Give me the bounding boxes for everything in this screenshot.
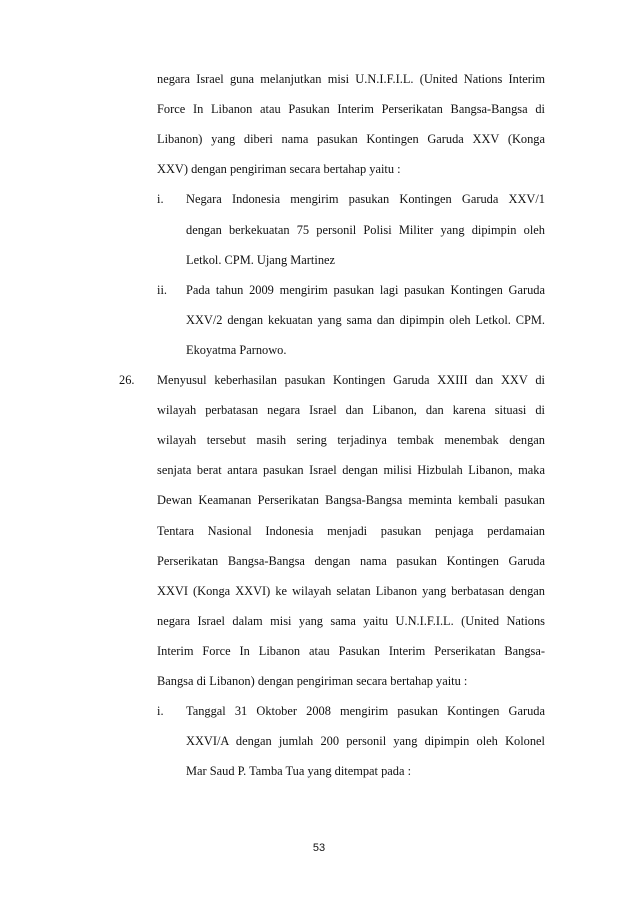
list-marker: 26. [119, 373, 135, 387]
item-line: wilayah perbatasan negara Israel dan Libanon, dan karena situasi di [157, 403, 545, 418]
item-line: Menyusul keberhasilan pasukan Kontingen Garuda XXIII dan XXV di [157, 373, 545, 387]
list-marker: i. [157, 192, 164, 207]
item-line: Bangsa di Libanon) dengan pengiriman secara bertahap yaitu : [157, 674, 468, 688]
list-marker: i. [157, 704, 164, 719]
subitem-line: dengan berkekuatan 75 personil Polisi Militer yang dipimpin oleh [186, 222, 545, 237]
subitem-line: Ekoyatma Parnowo. [186, 342, 287, 357]
item-line: Tentara Nasional Indonesia menjadi pasukan penjaga perdamaian [157, 523, 545, 538]
subitem-line: Tanggal 31 Oktober 2008 mengirim pasukan Kontingen Garuda [186, 704, 545, 719]
paragraph-line: XXV) dengan pengiriman secara bertahap yaitu : [157, 162, 401, 177]
item-line: senjata berat antara pasukan Israel dengan milisi Hizbulah Libanon, maka [157, 463, 545, 478]
list-marker: ii. [157, 282, 167, 297]
paragraph-line: negara Israel guna melanjutkan misi U.N.I.F.I.L. (United Nations Interim [157, 72, 545, 86]
subitem-line: Mar Saud P. Tamba Tua yang ditempat pada : [186, 764, 412, 779]
paragraph-line: Force In Libanon atau Pasukan Interim Perserikatan Bangsa-Bangsa di [157, 102, 545, 117]
item-line: XXVI (Konga XXVI) ke wilayah selatan Libanon yang berbatasan dengan [157, 583, 545, 598]
subitem-line: XXV/2 dengan kekuatan yang sama dan dipimpin oleh Letkol. CPM. [186, 312, 545, 327]
paragraph-line: Libanon) yang diberi nama pasukan Kontingen Garuda XXV (Konga [157, 132, 545, 147]
item-line: Dewan Keamanan Perserikatan Bangsa-Bangsa meminta kembali pasukan [157, 493, 545, 508]
subitem-line: XXVI/A dengan jumlah 200 personil yang dipimpin oleh Kolonel [186, 734, 545, 749]
subitem-line: Negara Indonesia mengirim pasukan Kontingen Garuda XXV/1 [186, 192, 545, 207]
subitem-line: Letkol. CPM. Ujang Martinez [186, 252, 336, 267]
item-line: Perserikatan Bangsa-Bangsa dengan nama pasukan Kontingen Garuda [157, 553, 545, 568]
item-line: wilayah tersebut masih sering terjadinya tembak menembak dengan [157, 433, 545, 448]
item-line: Interim Force In Libanon atau Pasukan Interim Perserikatan Bangsa- [157, 643, 545, 658]
item-line: negara Israel dalam misi yang sama yaitu U.N.I.F.I.L. (United Nations [157, 613, 545, 628]
page-number: 53 [312, 842, 326, 854]
subitem-line: Pada tahun 2009 mengirim pasukan lagi pasukan Kontingen Garuda [186, 282, 545, 297]
